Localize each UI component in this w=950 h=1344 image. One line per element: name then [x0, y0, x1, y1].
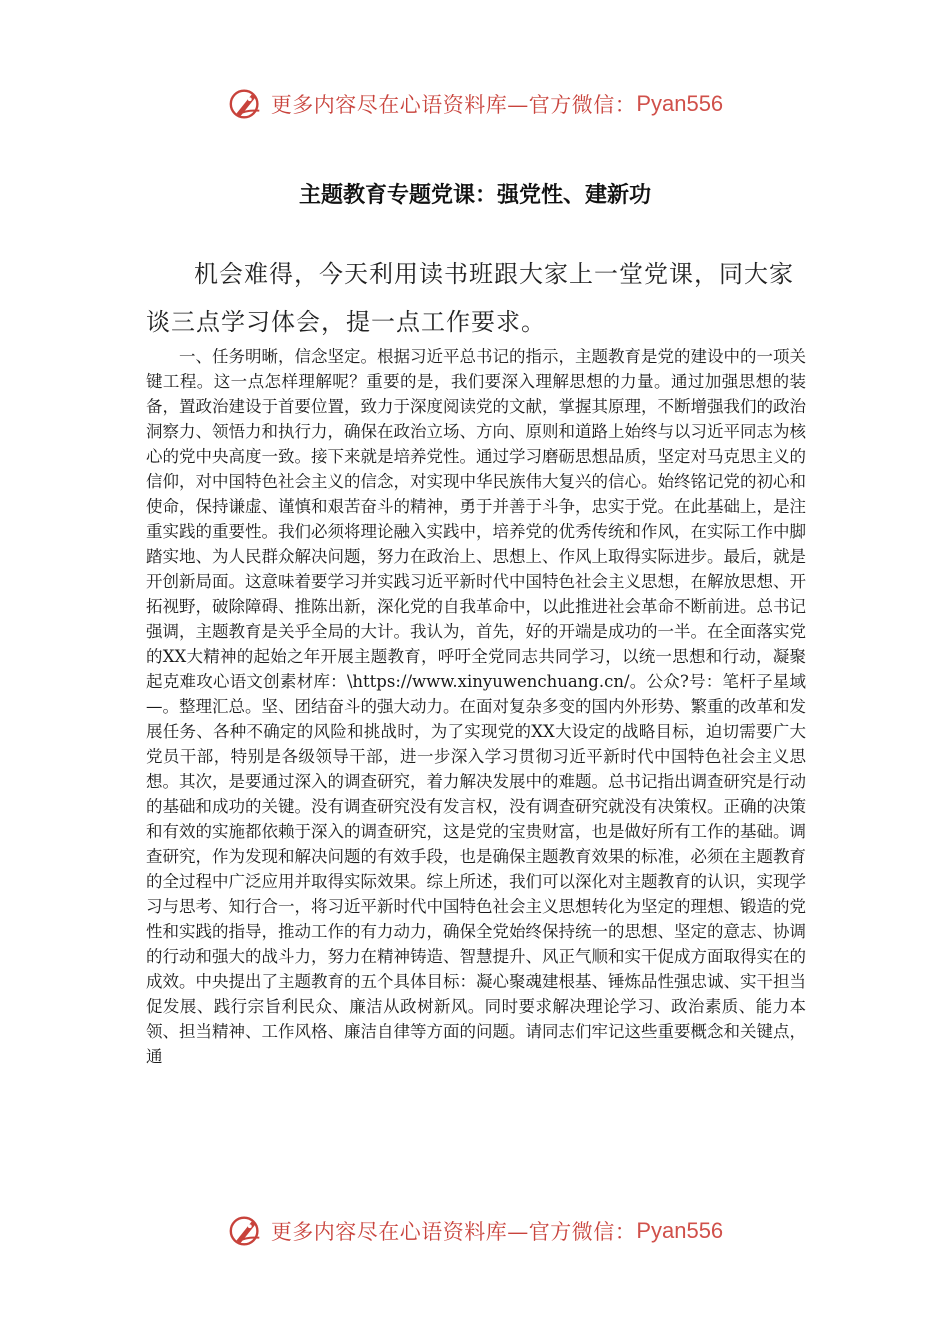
header-banner-text: 更多内容尽在心语资料库—官方微信：	[270, 93, 637, 117]
document-title: 主题教育专题党课：强党性、建新功	[298, 182, 651, 208]
pen-logo-icon	[227, 1212, 265, 1250]
body-paragraph: 一、任务明晰，信念坚定。根据习近平总书记的指示，主题教育是党的建设中的一项关键工程。这一点怎样理解呢？重要的是，我们要深入理解思想的力量。通过加强思想的装备，置政治建设于首要位置，致力于深度阅读党的文献，掌握其原理，不断增强我们的政治洞察力、领悟力和执行力，确保在政治立场、方向、原则和道路上始终与以习近平同志为核心的党中央高度一致。接下来就是培养党性。通过学习磨砺思想品质，坚定对马克思主义的信仰，对中国特色社会主义的信念，对实现中华民族伟大复兴的信心。始终铭记党的初心和使命，保持谦虚、谨慎和艰苦奋斗的精神，勇于并善于斗争，忠实于党。在此基础上，是注重实践的重要性。我们必须将理论融入实践中，培养党的优秀传统和作风，在实际工作中脚踏实地、为人民群众解决问题，努力在政治上、思想上、作风上取得实际进步。最后，就是开创新局面。这意味着要学习并实践习近平新时代中国特色社会主义思想，在解放思想、开拓视野，破除障碍、推陈出新，深化党的自我革命中，以此推进社会革命不断前进。总书记强调，主题教育是关乎全局的大计。我认为，首先，好的开端是成功的一半。在全面落实党的XX大精神的起始之年开展主题教育，呼吁全党同志共同学习，以统一思想和行动，凝聚起克难攻心语文创素材库：\https://www.xinyuwenchuang.cn/。公众?号：笔杆子星域—。整理汇总。坚、团结奋斗的强大动力。在面对复杂多变的国内外形势、繁重的改革和发展任务、各种不确定的风险和挑战时，为了实现党的XX大设定的战略目标，迫切需要广大党员干部，特别是各级领导干部，进一步深入学习贯彻习近平新时代中国特色社会主义思想。其次，是要通过深入的调查研究，着力解决发展中的难题。总书记指出调查研究是行动的基础和成功的关键。没有调查研究没有发言权，没有调查研究就没有决策权。正确的决策和有效的实施都依赖于深入的调查研究，这是党的宝贵财富，也是做好所有工作的基础。调查研究，作为发现和解决问题的有效手段，也是确保主题教育效果的标准，必须在主题教育的全过程中广泛应用并取得实际效果。综上所述，我们可以深化对主题教育的认识，实现学习与思考、知行合一，将习近平新时代中国特色社会主义思想转化为坚定的理想、锻造的党性和实践的指导，推动工作的有力动力，确保全党始终保持统一的思想、坚定的意志、协调的行动和强大的战斗力，努力在精神铸造、智慧提升、风正气顺和实干促成方面取得实在的成效。中央提出了主题教育的五个具体目标：凝心聚魂建根基、锤炼品性强忠诚、实干担当促发展、践行宗旨利民众、廉洁从政树新风。同时要求解决理论学习、政治素质、能力本领、担当精神、工作风格、廉洁自律等方面的问题。请同志们牢记这些重要概念和关键点，通	[146, 347, 806, 1066]
lead-paragraph: 机会难得，今天利用读书班跟大家上一堂党课，同大家谈三点学习体会，提一点工作要求。	[146, 260, 794, 336]
header-banner	[0, 80, 950, 128]
footer-wechat-id: Pyan556	[636, 1218, 724, 1243]
header-wechat-id: Pyan556	[636, 91, 724, 116]
footer-banner	[0, 1207, 950, 1255]
pen-logo-icon	[227, 85, 265, 123]
footer-banner-text: 更多内容尽在心语资料库—官方微信：	[270, 1220, 637, 1244]
